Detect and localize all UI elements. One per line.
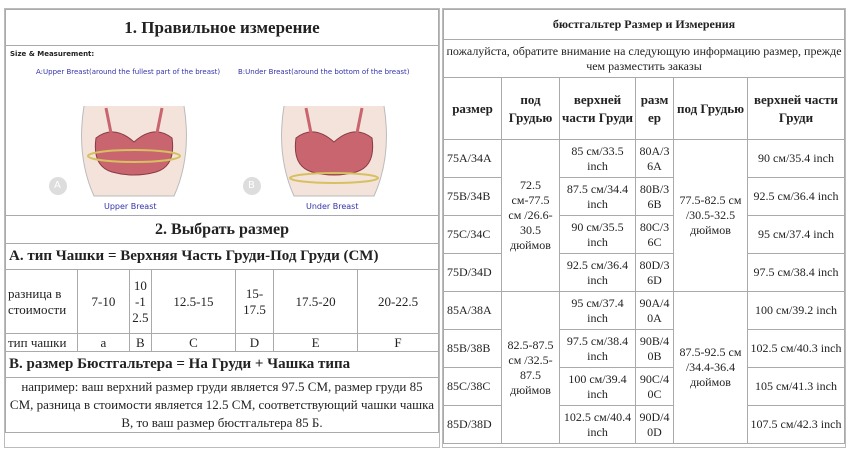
size-chart-table <box>443 9 845 444</box>
col-under2: под Грудью <box>674 78 748 140</box>
section1-title: 1. Правильное измерение <box>6 10 439 46</box>
row-size: 75B/34B <box>444 178 502 216</box>
measurement-panel <box>4 8 440 448</box>
col-size2: размер <box>636 78 674 140</box>
col-upper: верхней части Груди <box>560 78 636 140</box>
upper-label: Upper Breast <box>104 202 157 211</box>
row-size: 75C/34C <box>444 216 502 254</box>
row-size: 75D/34D <box>444 254 502 292</box>
row-upper: 102.5 см/40.4 inch <box>560 406 636 444</box>
measurement-figure <box>6 46 439 216</box>
under-breast-figure <box>243 106 386 196</box>
row-size: 85B/38B <box>444 330 502 368</box>
row-size2: 90D/40D <box>636 406 674 444</box>
row-upper2: 105 см/41.3 inch <box>748 368 845 406</box>
row-upper: 87.5 см/34.4 inch <box>560 178 636 216</box>
cup-cell: E <box>273 334 357 352</box>
row-size: 85D/38D <box>444 406 502 444</box>
row-size2: 90C/40C <box>636 368 674 406</box>
col-under: под Грудью <box>502 78 560 140</box>
chart-title: бюстгальтер Размер и Измерения <box>444 10 845 40</box>
row-size2: 90A/40A <box>636 292 674 330</box>
chart-notice: пожалуйста, обратите внимание на следующую информацию размер, прежде чем разместить заказы <box>444 40 845 78</box>
cup-cell: a <box>78 334 130 352</box>
diff-cell: 7-10 <box>78 270 130 334</box>
diff-cell: 12.5-15 <box>151 270 235 334</box>
under-caption: B:Under Breast(around the bottom of the breast) <box>238 68 410 76</box>
row-upper: 97.5 см/38.4 inch <box>560 330 636 368</box>
cup-label: тип чашки <box>6 334 78 352</box>
row-size2: 80A/36A <box>636 140 674 178</box>
row-size: 85A/38A <box>444 292 502 330</box>
marker-a: A <box>54 180 61 191</box>
row-upper2: 100 см/39.2 inch <box>748 292 845 330</box>
row-upper2: 107.5 см/42.3 inch <box>748 406 845 444</box>
row-upper: 100 см/39.4 inch <box>560 368 636 406</box>
group2-under: 82.5-87.5 см /32.5-87.5 дюймов <box>502 292 560 444</box>
row-upper: 85 см/33.5 inch <box>560 140 636 178</box>
row-upper: 95 см/37.4 inch <box>560 292 636 330</box>
row-upper2: 90 см/35.4 inch <box>748 140 845 178</box>
upper-caption: A:Upper Breast(around the fullest part of the breast) <box>36 68 221 76</box>
group1-under: 72.5 см-77.5 см /26.6-30.5 дюймов <box>502 140 560 292</box>
row-size: 75A/34A <box>444 140 502 178</box>
row-size2: 80C/36C <box>636 216 674 254</box>
measurement-table <box>5 9 439 433</box>
row-upper2: 95 см/37.4 inch <box>748 216 845 254</box>
size-chart-panel <box>442 8 846 448</box>
group1-under2: 77.5-82.5 см /30.5-32.5 дюймов <box>674 140 748 292</box>
row-upper2: 92.5 см/36.4 inch <box>748 178 845 216</box>
row-size2: 90B/40B <box>636 330 674 368</box>
col-upper2: верхней части Груди <box>748 78 845 140</box>
row-upper2: 102.5 см/40.3 inch <box>748 330 845 368</box>
cup-cell: B <box>129 334 151 352</box>
bra-illustration <box>6 46 436 216</box>
cup-cell: F <box>358 334 439 352</box>
cup-cell: C <box>151 334 235 352</box>
row-size2: 80B/36B <box>636 178 674 216</box>
diff-label: разница в стоимости <box>6 270 78 334</box>
row-upper: 90 см/35.5 inch <box>560 216 636 254</box>
diff-cell: 17.5-20 <box>273 270 357 334</box>
row-size2: 80D/36D <box>636 254 674 292</box>
diff-cell: 15-17.5 <box>235 270 273 334</box>
row-size: 85C/38C <box>444 368 502 406</box>
upper-breast-figure <box>49 106 186 196</box>
marker-b: B <box>248 180 255 191</box>
row-upper2: 97.5 см/38.4 inch <box>748 254 845 292</box>
group2-under2: 87.5-92.5 см /34.4-36.4 дюймов <box>674 292 748 444</box>
cup-header: A. тип Чашки = Верхняя Часть Груди-Под Груди (CM) <box>6 244 439 270</box>
diff-cell: 10-12.5 <box>129 270 151 334</box>
under-label: Under Breast <box>306 202 359 211</box>
row-upper: 92.5 см/36.4 inch <box>560 254 636 292</box>
bra-header: B. размер Бюстгальтера = На Груди + Чашка типа <box>6 352 439 378</box>
cup-cell: D <box>235 334 273 352</box>
diff-cell: 20-22.5 <box>358 270 439 334</box>
example-text: например: ваш верхний размер груди является 97.5 CM, размер груди 85 CM, разница в стоимости является 12.5 CM, соответствующий чашки чашка B, то ваш размер бюстгальтера 85 Б. <box>6 378 439 433</box>
col-size: размер <box>444 78 502 140</box>
figure-heading: Size & Measurement: <box>10 50 95 58</box>
section2-title: 2. Выбрать размер <box>6 216 439 244</box>
